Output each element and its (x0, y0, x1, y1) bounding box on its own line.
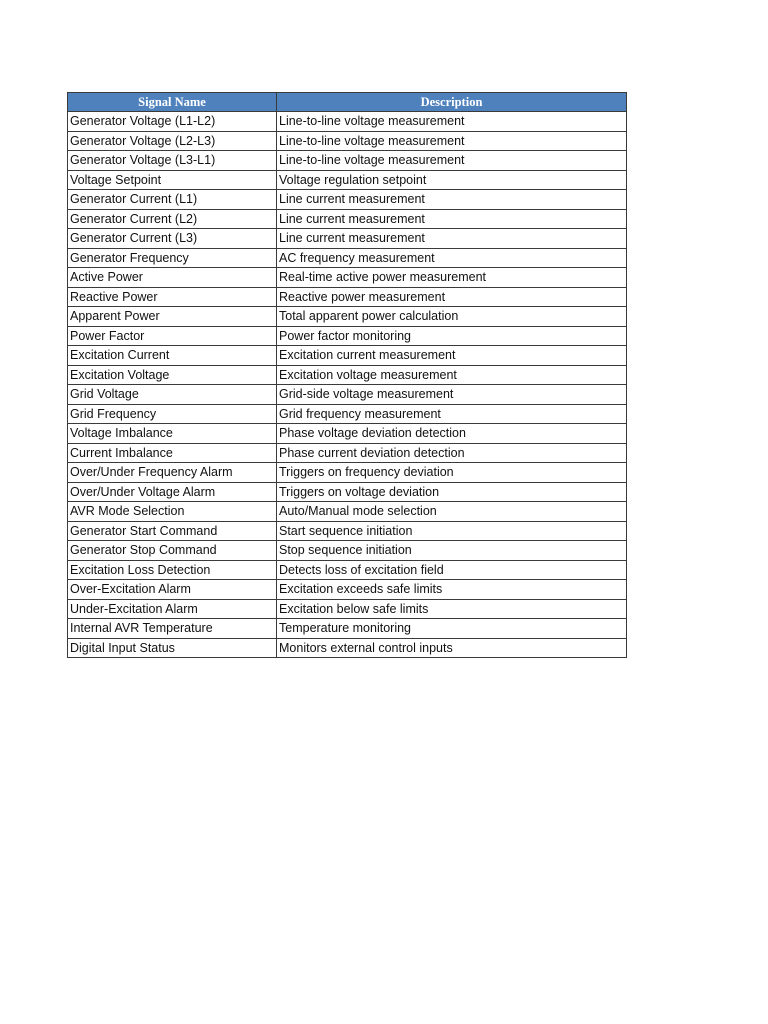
signal-name-cell: Over-Excitation Alarm (68, 580, 277, 600)
description-cell: Start sequence initiation (277, 521, 627, 541)
signal-name-cell: Voltage Imbalance (68, 424, 277, 444)
table-row (68, 638, 627, 658)
signal-table (67, 92, 627, 658)
signal-name-cell: Current Imbalance (68, 443, 277, 463)
description-cell: Line-to-line voltage measurement (277, 112, 627, 132)
column-header-description: Description (277, 93, 627, 112)
signal-name-cell: Excitation Current (68, 346, 277, 366)
table-row (68, 424, 627, 444)
table-row (68, 112, 627, 132)
signal-name-cell: Under-Excitation Alarm (68, 599, 277, 619)
table-row (68, 131, 627, 151)
signal-name-cell: Grid Frequency (68, 404, 277, 424)
table-row (68, 463, 627, 483)
table-row (68, 268, 627, 288)
description-cell: Power factor monitoring (277, 326, 627, 346)
table-row (68, 580, 627, 600)
description-cell: Stop sequence initiation (277, 541, 627, 561)
description-cell: Monitors external control inputs (277, 638, 627, 658)
signal-name-cell: Generator Current (L3) (68, 229, 277, 249)
signal-name-cell: Grid Voltage (68, 385, 277, 405)
table-row (68, 229, 627, 249)
description-cell: Auto/Manual mode selection (277, 502, 627, 522)
table-header (68, 93, 627, 112)
signal-name-cell: Generator Voltage (L1-L2) (68, 112, 277, 132)
table-body (68, 112, 627, 658)
description-cell: Phase voltage deviation detection (277, 424, 627, 444)
table-row (68, 404, 627, 424)
table-row (68, 307, 627, 327)
header-row (68, 93, 627, 112)
description-cell: Phase current deviation detection (277, 443, 627, 463)
description-cell: Line-to-line voltage measurement (277, 151, 627, 171)
signal-name-cell: Generator Frequency (68, 248, 277, 268)
signal-name-cell: Generator Voltage (L3-L1) (68, 151, 277, 171)
description-cell: Line-to-line voltage measurement (277, 131, 627, 151)
description-cell: Line current measurement (277, 209, 627, 229)
description-cell: Temperature monitoring (277, 619, 627, 639)
table-row (68, 365, 627, 385)
description-cell: Grid frequency measurement (277, 404, 627, 424)
signal-name-cell: Power Factor (68, 326, 277, 346)
signal-name-cell: Apparent Power (68, 307, 277, 327)
table-row (68, 521, 627, 541)
signal-name-cell: Over/Under Voltage Alarm (68, 482, 277, 502)
table-row (68, 170, 627, 190)
description-cell: Total apparent power calculation (277, 307, 627, 327)
table-row (68, 190, 627, 210)
table-row (68, 599, 627, 619)
description-cell: Voltage regulation setpoint (277, 170, 627, 190)
signal-name-cell: Active Power (68, 268, 277, 288)
signal-name-cell: Excitation Loss Detection (68, 560, 277, 580)
description-cell: Triggers on frequency deviation (277, 463, 627, 483)
signal-name-cell: Internal AVR Temperature (68, 619, 277, 639)
table-row (68, 443, 627, 463)
description-cell: Real-time active power measurement (277, 268, 627, 288)
description-cell: Excitation voltage measurement (277, 365, 627, 385)
signal-name-cell: Generator Start Command (68, 521, 277, 541)
table-row (68, 482, 627, 502)
signal-name-cell: Generator Current (L1) (68, 190, 277, 210)
table-row (68, 346, 627, 366)
signal-name-cell: Over/Under Frequency Alarm (68, 463, 277, 483)
description-cell: Excitation current measurement (277, 346, 627, 366)
signal-name-cell: AVR Mode Selection (68, 502, 277, 522)
signal-name-cell: Generator Voltage (L2-L3) (68, 131, 277, 151)
table-row (68, 560, 627, 580)
table-row (68, 326, 627, 346)
table-row (68, 619, 627, 639)
table-row (68, 385, 627, 405)
signal-name-cell: Voltage Setpoint (68, 170, 277, 190)
column-header-signal-name: Signal Name (68, 93, 277, 112)
description-cell: Line current measurement (277, 190, 627, 210)
table-row (68, 502, 627, 522)
description-cell: Line current measurement (277, 229, 627, 249)
description-cell: Excitation exceeds safe limits (277, 580, 627, 600)
description-cell: Excitation below safe limits (277, 599, 627, 619)
signal-name-cell: Generator Current (L2) (68, 209, 277, 229)
description-cell: Triggers on voltage deviation (277, 482, 627, 502)
table-row (68, 541, 627, 561)
table-row (68, 151, 627, 171)
signal-name-cell: Excitation Voltage (68, 365, 277, 385)
description-cell: Detects loss of excitation field (277, 560, 627, 580)
table-row (68, 209, 627, 229)
signal-name-cell: Reactive Power (68, 287, 277, 307)
signal-name-cell: Digital Input Status (68, 638, 277, 658)
description-cell: Reactive power measurement (277, 287, 627, 307)
signal-name-cell: Generator Stop Command (68, 541, 277, 561)
description-cell: Grid-side voltage measurement (277, 385, 627, 405)
table-row (68, 287, 627, 307)
description-cell: AC frequency measurement (277, 248, 627, 268)
table-row (68, 248, 627, 268)
